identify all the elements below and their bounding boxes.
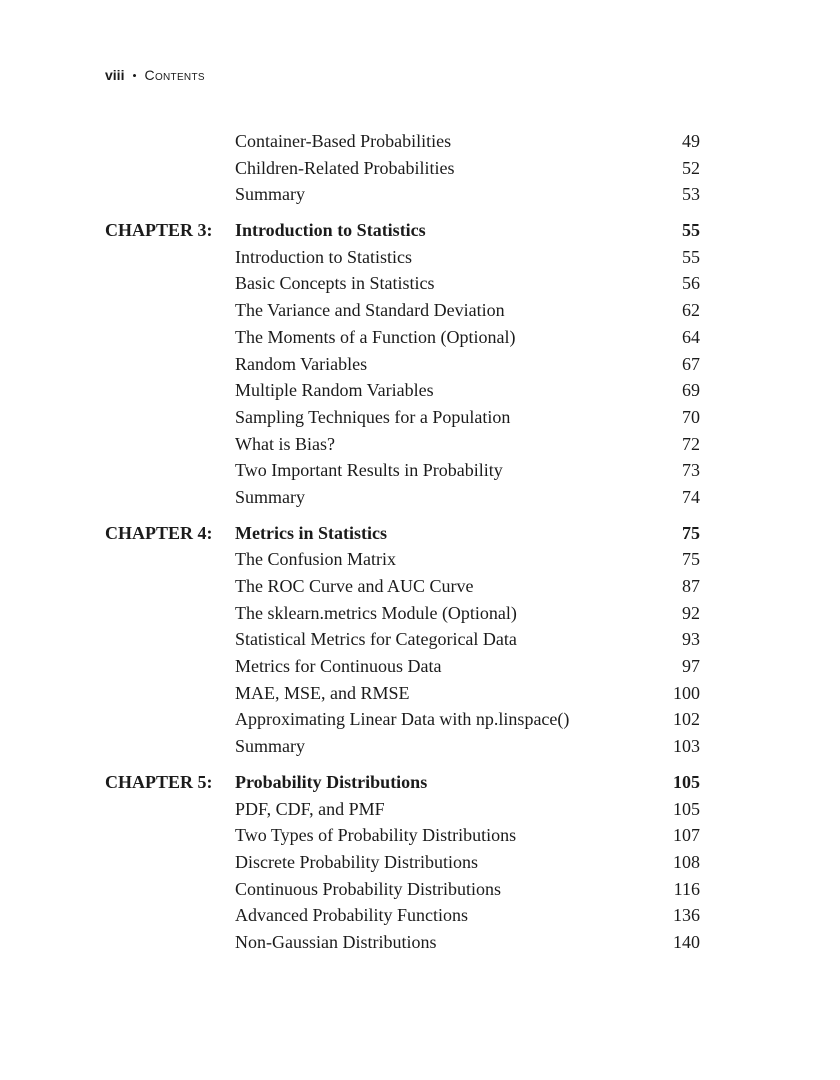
toc-entry-title: The Moments of a Function (Optional): [235, 326, 516, 347]
toc-entry-page-number: 92: [682, 602, 700, 623]
toc-entry-page-number: 74: [682, 486, 700, 507]
toc-entry-title: Approximating Linear Data with np.linspace(): [235, 709, 570, 730]
toc-entry-row[interactable]: [105, 626, 700, 653]
chapter-title: Introduction to Statistics: [235, 220, 426, 241]
toc-entry-title: Two Types of Probability Distributions: [235, 825, 517, 846]
toc-entry-page-number: 52: [682, 157, 700, 178]
toc-entry-page-number: 72: [682, 433, 700, 454]
toc-entry-page-number: 116: [673, 878, 700, 899]
toc-entry-row[interactable]: [105, 181, 700, 208]
toc-chapter-row[interactable]: [105, 769, 700, 796]
toc-entry-page-number: 136: [673, 905, 700, 926]
toc-entry-title: Basic Concepts in Statistics: [235, 273, 435, 294]
toc-entry-page-number: 140: [673, 931, 700, 952]
toc-entry-title: Advanced Probability Functions: [235, 905, 468, 926]
chapter-page-number: 105: [673, 771, 700, 792]
toc-entry-row[interactable]: [105, 876, 700, 903]
toc-chapter-row[interactable]: [105, 520, 700, 547]
toc-entry-title: Multiple Random Variables: [235, 380, 434, 401]
toc-entry-page-number: 67: [682, 353, 700, 374]
toc-entry-row[interactable]: [105, 270, 700, 297]
chapter-label: CHAPTER 4:: [105, 522, 213, 543]
toc-entry-page-number: 87: [682, 576, 700, 596]
toc-entry-row[interactable]: [105, 822, 700, 849]
chapter-label: CHAPTER 3:: [105, 220, 213, 241]
chapter-page-number: 55: [682, 220, 700, 241]
toc-entry-page-number: 103: [673, 736, 700, 757]
chapter-title: Probability Distributions: [235, 771, 428, 792]
toc-entry-title: PDF, CDF, and PMF: [235, 798, 385, 819]
chapter-page-number: 75: [682, 522, 700, 543]
toc-entry-title: What is Bias?: [235, 433, 335, 454]
toc-entry-row[interactable]: [105, 155, 700, 182]
toc-entry-title: Statistical Metrics for Categorical Data: [235, 629, 517, 650]
toc-entry-row[interactable]: [105, 706, 700, 733]
toc-entry-row[interactable]: [105, 404, 700, 431]
toc-entry-page-number: 105: [673, 798, 700, 819]
toc-entry-title: The sklearn.metrics Module (Optional): [235, 602, 517, 623]
toc-entry-page-number: 107: [673, 825, 700, 846]
toc-entry-page-number: 108: [673, 851, 700, 872]
toc-entry-row[interactable]: [105, 573, 700, 600]
toc-entry-row[interactable]: [105, 484, 700, 511]
toc-entry-title: The ROC Curve and AUC Curve: [235, 576, 474, 596]
toc-entry-page-number: 49: [682, 131, 700, 151]
toc-entry-row[interactable]: [105, 902, 700, 929]
toc-entry-title: Summary: [235, 736, 305, 757]
toc-entry-title: Sampling Techniques for a Population: [235, 406, 511, 427]
toc-entry-title: Two Important Results in Probability: [235, 460, 503, 481]
toc-chapter-row[interactable]: [105, 217, 700, 244]
running-section-title: Contents: [144, 67, 205, 83]
toc-entry-title: The Variance and Standard Deviation: [235, 300, 505, 321]
toc-entry-row[interactable]: [105, 377, 700, 404]
running-header: [105, 64, 205, 87]
toc-entry-title: Continuous Probability Distributions: [235, 878, 502, 899]
toc-entry-page-number: 73: [682, 460, 700, 481]
toc-entry-row[interactable]: [105, 297, 700, 324]
toc-entry-title: MAE, MSE, and RMSE: [235, 682, 410, 703]
toc-entry-title: The Confusion Matrix: [235, 549, 396, 570]
chapter-label: CHAPTER 5:: [105, 771, 213, 792]
page-number: viii: [105, 67, 125, 83]
header-separator: •: [132, 68, 137, 83]
chapter-title: Metrics in Statistics: [235, 522, 387, 543]
toc-entry-page-number: 75: [682, 549, 700, 570]
toc-entry-page-number: 56: [682, 273, 700, 294]
toc-entry-title: Metrics for Continuous Data: [235, 656, 442, 677]
toc-entry-page-number: 53: [682, 184, 700, 205]
toc-entry-page-number: 102: [673, 709, 700, 730]
toc-entry-row[interactable]: [105, 849, 700, 876]
toc-entry-page-number: 64: [682, 326, 700, 347]
toc-entry-page-number: 100: [673, 682, 700, 703]
toc-entry-row[interactable]: [105, 733, 700, 760]
toc-entry-row[interactable]: [105, 546, 700, 573]
toc-entry-row[interactable]: [105, 796, 700, 823]
toc-entry-page-number: 62: [682, 300, 700, 321]
toc-entry-page-number: 69: [682, 380, 700, 401]
toc-entry-row[interactable]: [105, 324, 700, 351]
toc-entry-title: Random Variables: [235, 353, 368, 374]
toc-entry-row[interactable]: [105, 600, 700, 627]
toc-entry-page-number: 55: [682, 246, 700, 267]
toc-entry-row[interactable]: [105, 680, 700, 707]
toc-entry-title: Container-Based Probabilities: [235, 131, 452, 151]
toc-entry-page-number: 70: [682, 406, 700, 427]
toc-entry-row[interactable]: [105, 653, 700, 680]
toc-entry-row[interactable]: [105, 457, 700, 484]
toc-entry-row[interactable]: [105, 431, 700, 458]
table-of-contents: [105, 128, 700, 956]
toc-entry-title: Non-Gaussian Distributions: [235, 931, 437, 952]
toc-entry-title: Summary: [235, 184, 305, 205]
toc-entry-page-number: 97: [682, 656, 700, 677]
toc-entry-row[interactable]: [105, 351, 700, 378]
toc-entry-row[interactable]: [105, 128, 700, 155]
toc-entry-row[interactable]: [105, 929, 700, 956]
toc-entry-row[interactable]: [105, 244, 700, 271]
toc-entry-page-number: 93: [682, 629, 700, 650]
toc-entry-title: Summary: [235, 486, 305, 507]
toc-entry-title: Discrete Probability Distributions: [235, 851, 478, 872]
toc-entry-title: Introduction to Statistics: [235, 246, 412, 267]
toc-entry-title: Children-Related Probabilities: [235, 157, 455, 178]
